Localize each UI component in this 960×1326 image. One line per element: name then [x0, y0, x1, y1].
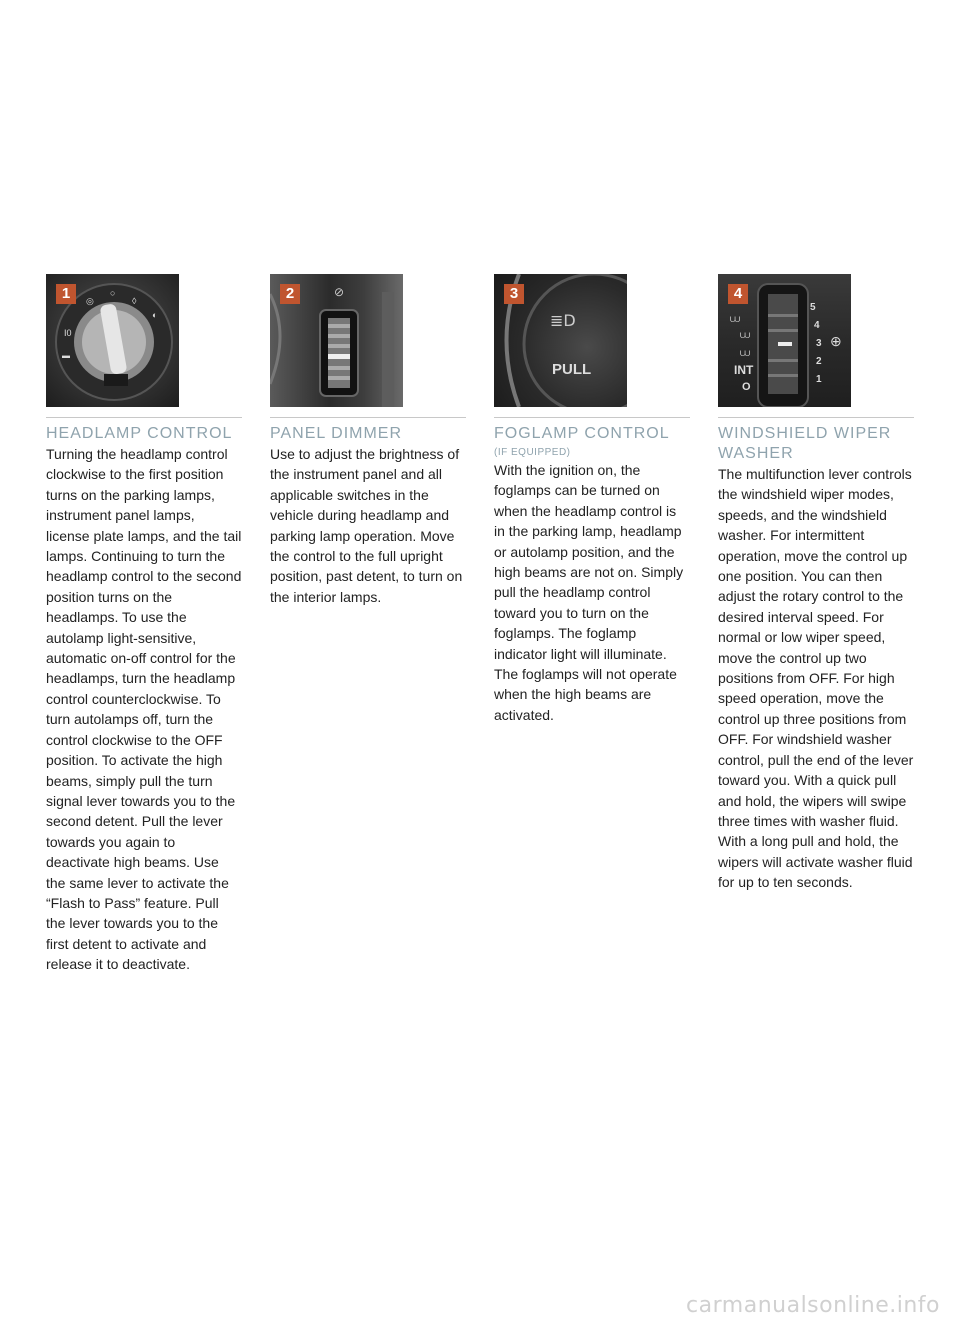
section-subheading: (IF EQUIPPED) [494, 447, 571, 458]
section-divider [494, 417, 690, 418]
section-heading: WINDSHIELD WIPER WASHER [718, 425, 892, 462]
foglamp-control-photo [494, 274, 627, 407]
section-number-badge: 3 [504, 284, 524, 304]
section-body: Use to adjust the brightness of the instrument panel and all applicable switches in the vehicle during headlamp and parking lamp operation. Move the control to the full upright position, past detent, to turn on the interior lamps. [270, 446, 463, 605]
svg-text:1: 1 [816, 374, 822, 385]
section-windshield-wiper-washer [718, 274, 914, 893]
section-number-badge: 2 [280, 284, 300, 304]
section-body: The multifunction lever controls the windshield wiper modes, speeds, and the windshield washer. For intermittent operation, move the control up one position. You can then adjust the rotary control to the desired interval speed. For normal or low wiper speed, move the control up two positions from OFF. For high speed operation, move the control up three positions from OFF. For windshield washer control, pull the end of the lever toward you. With a quick pull and hold, the wipers will swipe three times with washer fluid. With a long pull and hold, the wipers will activate washer fluid for up to ten seconds. [718, 466, 914, 891]
wiper-washer-photo [718, 274, 851, 407]
section-headlamp-control [46, 274, 242, 975]
section-body: With the ignition on, the foglamps can be turned on when the headlamp control is in the parking lamp, headlamp or autolamp position, and the high beams are not on. Simply pull the headlamp control toward you to turn on the foglamps. The foglamp indicator light will illuminate. The foglamps will not operate when the high beams are activated. [494, 462, 684, 723]
svg-text:3: 3 [816, 338, 822, 349]
svg-text:▬: ▬ [62, 351, 70, 360]
svg-text:5: 5 [810, 302, 816, 313]
section-divider [270, 417, 466, 418]
svg-text:◊: ◊ [132, 296, 137, 306]
panel-dimmer-photo [270, 274, 403, 407]
svg-text:◐: ◐ [152, 310, 158, 320]
svg-text:⊕: ⊕ [830, 333, 842, 349]
svg-text:INT: INT [734, 363, 754, 377]
section-panel-dimmer [270, 274, 466, 607]
headlamp-control-photo [46, 274, 179, 407]
section-number-badge: 1 [56, 284, 76, 304]
section-divider [46, 417, 242, 418]
svg-text:⩊: ⩊ [740, 348, 751, 359]
section-foglamp-control [494, 274, 690, 725]
svg-text:I0: I0 [64, 328, 72, 338]
svg-text:4: 4 [814, 320, 820, 331]
svg-text:⩊: ⩊ [740, 330, 751, 341]
section-heading: PANEL DIMMER [270, 425, 403, 442]
section-body: Turning the headlamp control clockwise to the first position turns on the parking lamps, instrument panel lamps, license plate lamps, and the tail lamps. Continuing to turn the headlamp control to the second position turns on the headlamps. To use the autolamp light-sensitive, automatic on-off control for the headlamps, turn the headlamp control counterclockwise. To turn autolamps off, turn the control clockwise to the OFF position. To activate the high beams, simply pull the turn signal lever towards you to the second detent. Pull the lever towards you again to deactivate high beams. Use the same lever to activate the “Flash to Pass” feature. Pull the lever towards you to the first detent to activate and release it to deactivate. [46, 446, 242, 973]
section-divider [718, 417, 914, 418]
svg-text:2: 2 [816, 356, 822, 367]
svg-text:⊘: ⊘ [334, 285, 345, 299]
watermark: carmanualsonline.info [686, 1293, 940, 1318]
pull-label: PULL [552, 361, 592, 378]
svg-text:≣D: ≣D [550, 311, 576, 330]
svg-text:○: ○ [110, 288, 116, 298]
svg-text:◎: ◎ [86, 296, 94, 306]
svg-text:⩊: ⩊ [730, 314, 741, 325]
section-heading: FOGLAMP CONTROL [494, 425, 670, 442]
section-number-badge: 4 [728, 284, 748, 304]
svg-text:O: O [742, 381, 751, 393]
section-heading: HEADLAMP CONTROL [46, 425, 233, 442]
